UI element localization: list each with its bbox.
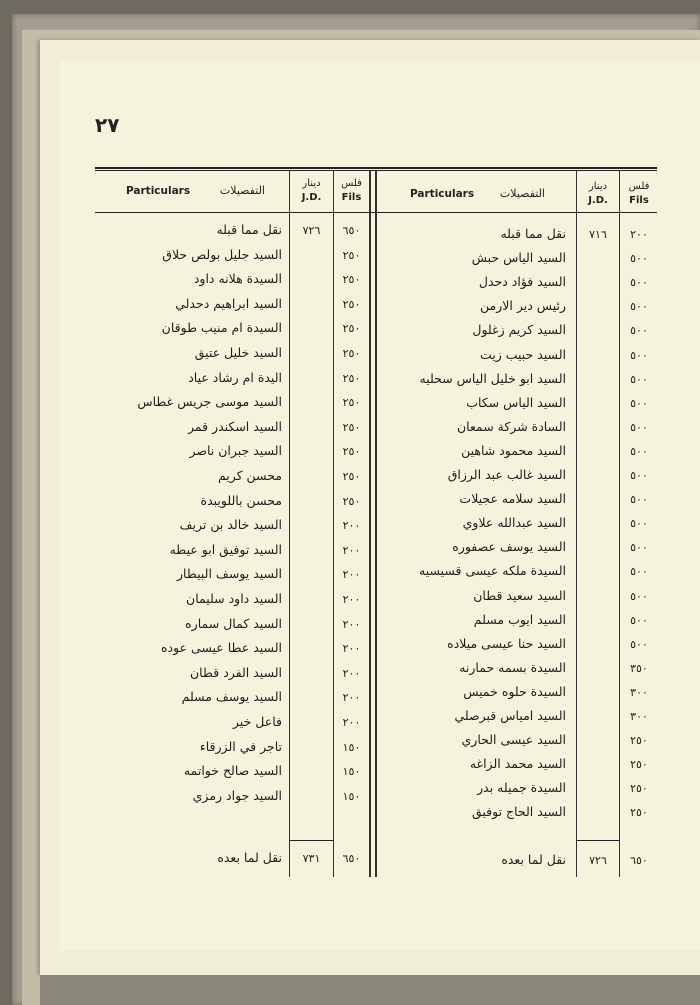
table-row-name: السادة شركة سمعان bbox=[456, 418, 566, 434]
table-row-name: السيد الفرد قطان bbox=[190, 664, 282, 680]
table-row-name: السيد صالح خواتمه bbox=[183, 763, 282, 779]
right-header-fils bbox=[620, 180, 658, 208]
table-row-name: السيدة ام منيب طوقان bbox=[161, 320, 282, 336]
right-header-fils-ar: فلس bbox=[628, 181, 650, 192]
page-bottom-shadow bbox=[40, 975, 700, 1005]
table-row-name: السيد عيسى الحاري bbox=[461, 732, 566, 748]
table-row-fils: ٥٠٠ bbox=[630, 565, 648, 579]
table-row-name: السيدة حلوه خميس bbox=[463, 683, 566, 699]
table-footer-fils: ٦٥٠ bbox=[630, 854, 648, 867]
table-row-fils: ٥٠٠ bbox=[630, 493, 648, 507]
table-row-name: السيد محمود شاهين bbox=[461, 442, 566, 458]
left-header-fils-ar: فلس bbox=[341, 178, 362, 189]
table-row-name: السيد يوسف البيطار bbox=[177, 566, 282, 582]
left-header-fils-en: Fils bbox=[341, 192, 362, 203]
table-row-name: السيدة جميله بدر bbox=[477, 780, 566, 796]
table-row-name: السيدة ملكه عيسى قسيسيه bbox=[419, 563, 566, 579]
table-row-name: السيد عبدالله علاوي bbox=[462, 515, 566, 531]
table-row-fils: ٢٥٠ bbox=[342, 494, 361, 508]
table-row-fils: ٢٠٠ bbox=[630, 228, 648, 241]
table-row-fils: ٥٠٠ bbox=[630, 589, 648, 603]
table-footer-fils: ٦٥٠ bbox=[342, 852, 361, 865]
table-row-fils: ٢٥٠ bbox=[342, 396, 361, 410]
right-header-dinar-ar: دينار bbox=[588, 181, 608, 192]
table-row-name: محسن كريم bbox=[217, 468, 282, 483]
table-row-name: فاعل خير bbox=[232, 714, 282, 729]
left-total-line bbox=[290, 840, 334, 841]
table-row-name: السيد سعيد قطان bbox=[473, 587, 566, 603]
table-row-fils: ٢٥٠ bbox=[342, 322, 361, 336]
table-row-name: السيد جواد رمزي bbox=[192, 787, 282, 803]
table-row-fils: ٥٠٠ bbox=[630, 541, 648, 555]
table-row-name: السيد ابو خليل الياس سحليه bbox=[419, 370, 566, 386]
table-row-fils: ٣٠٠ bbox=[630, 710, 648, 723]
table-row-fils: ٥٠٠ bbox=[630, 324, 648, 338]
table-row-fils: ١٥٠ bbox=[342, 740, 361, 754]
table-row-fils: ٥٠٠ bbox=[630, 444, 648, 458]
table-row-fils: ٢٥٠ bbox=[342, 297, 361, 311]
left-header-dinar-ar: دينار bbox=[302, 178, 321, 189]
table-row-name: محسن باللويبدة bbox=[200, 492, 282, 508]
table-row-fils: ٢٥٠ bbox=[630, 734, 648, 748]
table-row-name: السيد سلامه عجيلات bbox=[459, 491, 566, 507]
right-header-particulars-ar: التفصيلات bbox=[499, 187, 545, 200]
page-number: ٢٧ bbox=[95, 113, 120, 137]
table-footer-dinar: ٧٢٦ bbox=[589, 854, 607, 867]
table-row-fils: ٢٥٠ bbox=[342, 248, 361, 262]
left-header-particulars-ar: التفصيلات bbox=[219, 184, 265, 197]
table-row-fils: ٥٠٠ bbox=[630, 252, 648, 266]
table-footer-dinar: ٧٣١ bbox=[302, 852, 321, 865]
table-row-fils: ٢٠٠ bbox=[342, 519, 361, 533]
table-row-fils: ٢٥٠ bbox=[342, 470, 361, 483]
table-row-name: تاجر في الزرقاء bbox=[199, 738, 282, 754]
table-row-name: السيد جليل بولص حلاق bbox=[162, 246, 282, 262]
table-row-name: السيد محمد الزاغه bbox=[469, 756, 566, 772]
table-row-fils: ٢٠٠ bbox=[342, 666, 361, 680]
table-row-fils: ٥٠٠ bbox=[630, 420, 648, 434]
table-row-name: السيد فؤاد دحدل bbox=[478, 274, 566, 290]
left-col-divider-a bbox=[289, 171, 290, 877]
table-row-fils: ٥٠٠ bbox=[630, 637, 648, 651]
table-row-fils: ٢٥٠ bbox=[342, 347, 361, 360]
table-row-name: نقل مما قبله bbox=[500, 226, 566, 241]
table-top-rule bbox=[95, 167, 657, 169]
left-header-dinar-en: J.D. bbox=[301, 192, 322, 203]
table-row-name: السيد الياس حبش bbox=[471, 250, 566, 266]
table-row-name: السيد امياس قبرصلي bbox=[454, 708, 566, 723]
table-row-fils: ٥٠٠ bbox=[630, 469, 648, 482]
table-row-name: السيد الحاج توفيق bbox=[471, 804, 566, 820]
right-total-line bbox=[577, 840, 620, 841]
table-row-fils: ٥٠٠ bbox=[630, 348, 648, 362]
table-row-fils: ٢٠٠ bbox=[342, 543, 361, 557]
right-header-particulars-en: Particulars bbox=[410, 188, 475, 200]
table-row-fils: ٢٥٠ bbox=[342, 273, 361, 287]
table-row-fils: ١٥٠ bbox=[342, 789, 361, 803]
table-row-name: السيد كريم زغلول bbox=[472, 322, 566, 338]
left-header-fils bbox=[334, 177, 369, 205]
table-row-fils: ٥٠٠ bbox=[630, 300, 648, 314]
table-row-fils: ٢٥٠ bbox=[342, 371, 361, 385]
table-row-name: رئيس دير الارمن bbox=[480, 298, 566, 314]
table-row-fils: ٦٥٠ bbox=[342, 224, 361, 237]
table-row-fils: ٢٠٠ bbox=[342, 568, 361, 582]
table-row-name: السيد ابراهيم دحدلي bbox=[175, 295, 282, 311]
table-row-fils: ٥٠٠ bbox=[630, 372, 648, 386]
left-header-dinar bbox=[290, 177, 333, 205]
table-row-fils: ٣٠٠ bbox=[630, 685, 648, 699]
table-row-name: السيد ايوب مسلم bbox=[473, 611, 566, 627]
table-row-dinar: ٧٢٦ bbox=[302, 224, 321, 237]
table-row-name: السيد غالب عبد الرزاق bbox=[447, 467, 566, 482]
right-header-dinar bbox=[577, 180, 619, 208]
table-row-name: السيد حنا عيسى ميلاده bbox=[447, 635, 566, 651]
table-row-fils: ٢٥٠ bbox=[630, 806, 648, 820]
table-row-name: نقل مما قبله bbox=[216, 222, 282, 237]
left-header-particulars-en: Particulars bbox=[126, 185, 191, 197]
table-row-name: السيد موسى جريس غطاس bbox=[137, 394, 282, 410]
table-row-fils: ٢٥٠ bbox=[342, 445, 361, 459]
table-row-fils: ٣٥٠ bbox=[630, 661, 648, 675]
table-row-name: السيدة بسمه حمارنه bbox=[459, 659, 566, 675]
table-row-name: السيد حبيب زيت bbox=[479, 346, 566, 362]
table-row-name: السيدة هلانه داود bbox=[193, 271, 282, 287]
center-divider-a bbox=[369, 171, 371, 877]
center-divider-b bbox=[375, 171, 377, 877]
table-row-name: السيد يوسف مسلم bbox=[181, 689, 282, 705]
table-footer-name: نقل لما بعده bbox=[217, 850, 282, 865]
right-col-divider-a bbox=[576, 171, 577, 877]
table-row-fils: ٢٠٠ bbox=[342, 691, 361, 705]
table-row-fils: ١٥٠ bbox=[342, 765, 361, 779]
table-row-fils: ٢٠٠ bbox=[342, 642, 361, 656]
table-row-fils: ٥٠٠ bbox=[630, 276, 648, 290]
table-row-fils: ٢٥٠ bbox=[630, 782, 648, 796]
table-row-fils: ٢٠٠ bbox=[342, 617, 361, 631]
table-row-name: السيد الياس سكاب bbox=[466, 394, 566, 410]
table-row-fils: ٥٠٠ bbox=[630, 613, 648, 627]
table-row-fils: ٥٠٠ bbox=[630, 396, 648, 410]
table-row-fils: ٢٠٠ bbox=[342, 593, 361, 606]
table-row-name: السيد عطا عيسى عوده bbox=[160, 640, 282, 656]
table-row-fils: ٥٠٠ bbox=[630, 517, 648, 531]
table-row-fils: ٢٥٠ bbox=[342, 420, 361, 434]
table-footer-name: نقل لما بعده bbox=[501, 852, 566, 867]
table-row-name: السيد توفيق ابو عيطه bbox=[169, 541, 282, 557]
table-row-name: السيد كمال سماره bbox=[185, 615, 282, 631]
table-row-name: السيد اسكندر قمر bbox=[187, 418, 282, 434]
right-header-fils-en: Fils bbox=[629, 195, 649, 206]
right-header-dinar-en: J.D. bbox=[588, 195, 608, 206]
table-row-name: السيد خالد بن تريف bbox=[179, 517, 282, 533]
table-row-name: السيد جبران ناصر bbox=[189, 443, 282, 459]
table-row-name: السيد داود سليمان bbox=[186, 591, 282, 606]
table-row-name: السيد خليل عتيق bbox=[194, 345, 282, 360]
table-row-name: السيد يوسف عصفوره bbox=[452, 539, 566, 555]
table-row-name: اليدة ام رشاد عياد bbox=[188, 369, 282, 385]
table-row-fils: ٢٠٠ bbox=[342, 716, 361, 729]
table-row-dinar: ٧١٦ bbox=[589, 228, 607, 241]
table-row-fils: ٢٥٠ bbox=[630, 758, 648, 772]
